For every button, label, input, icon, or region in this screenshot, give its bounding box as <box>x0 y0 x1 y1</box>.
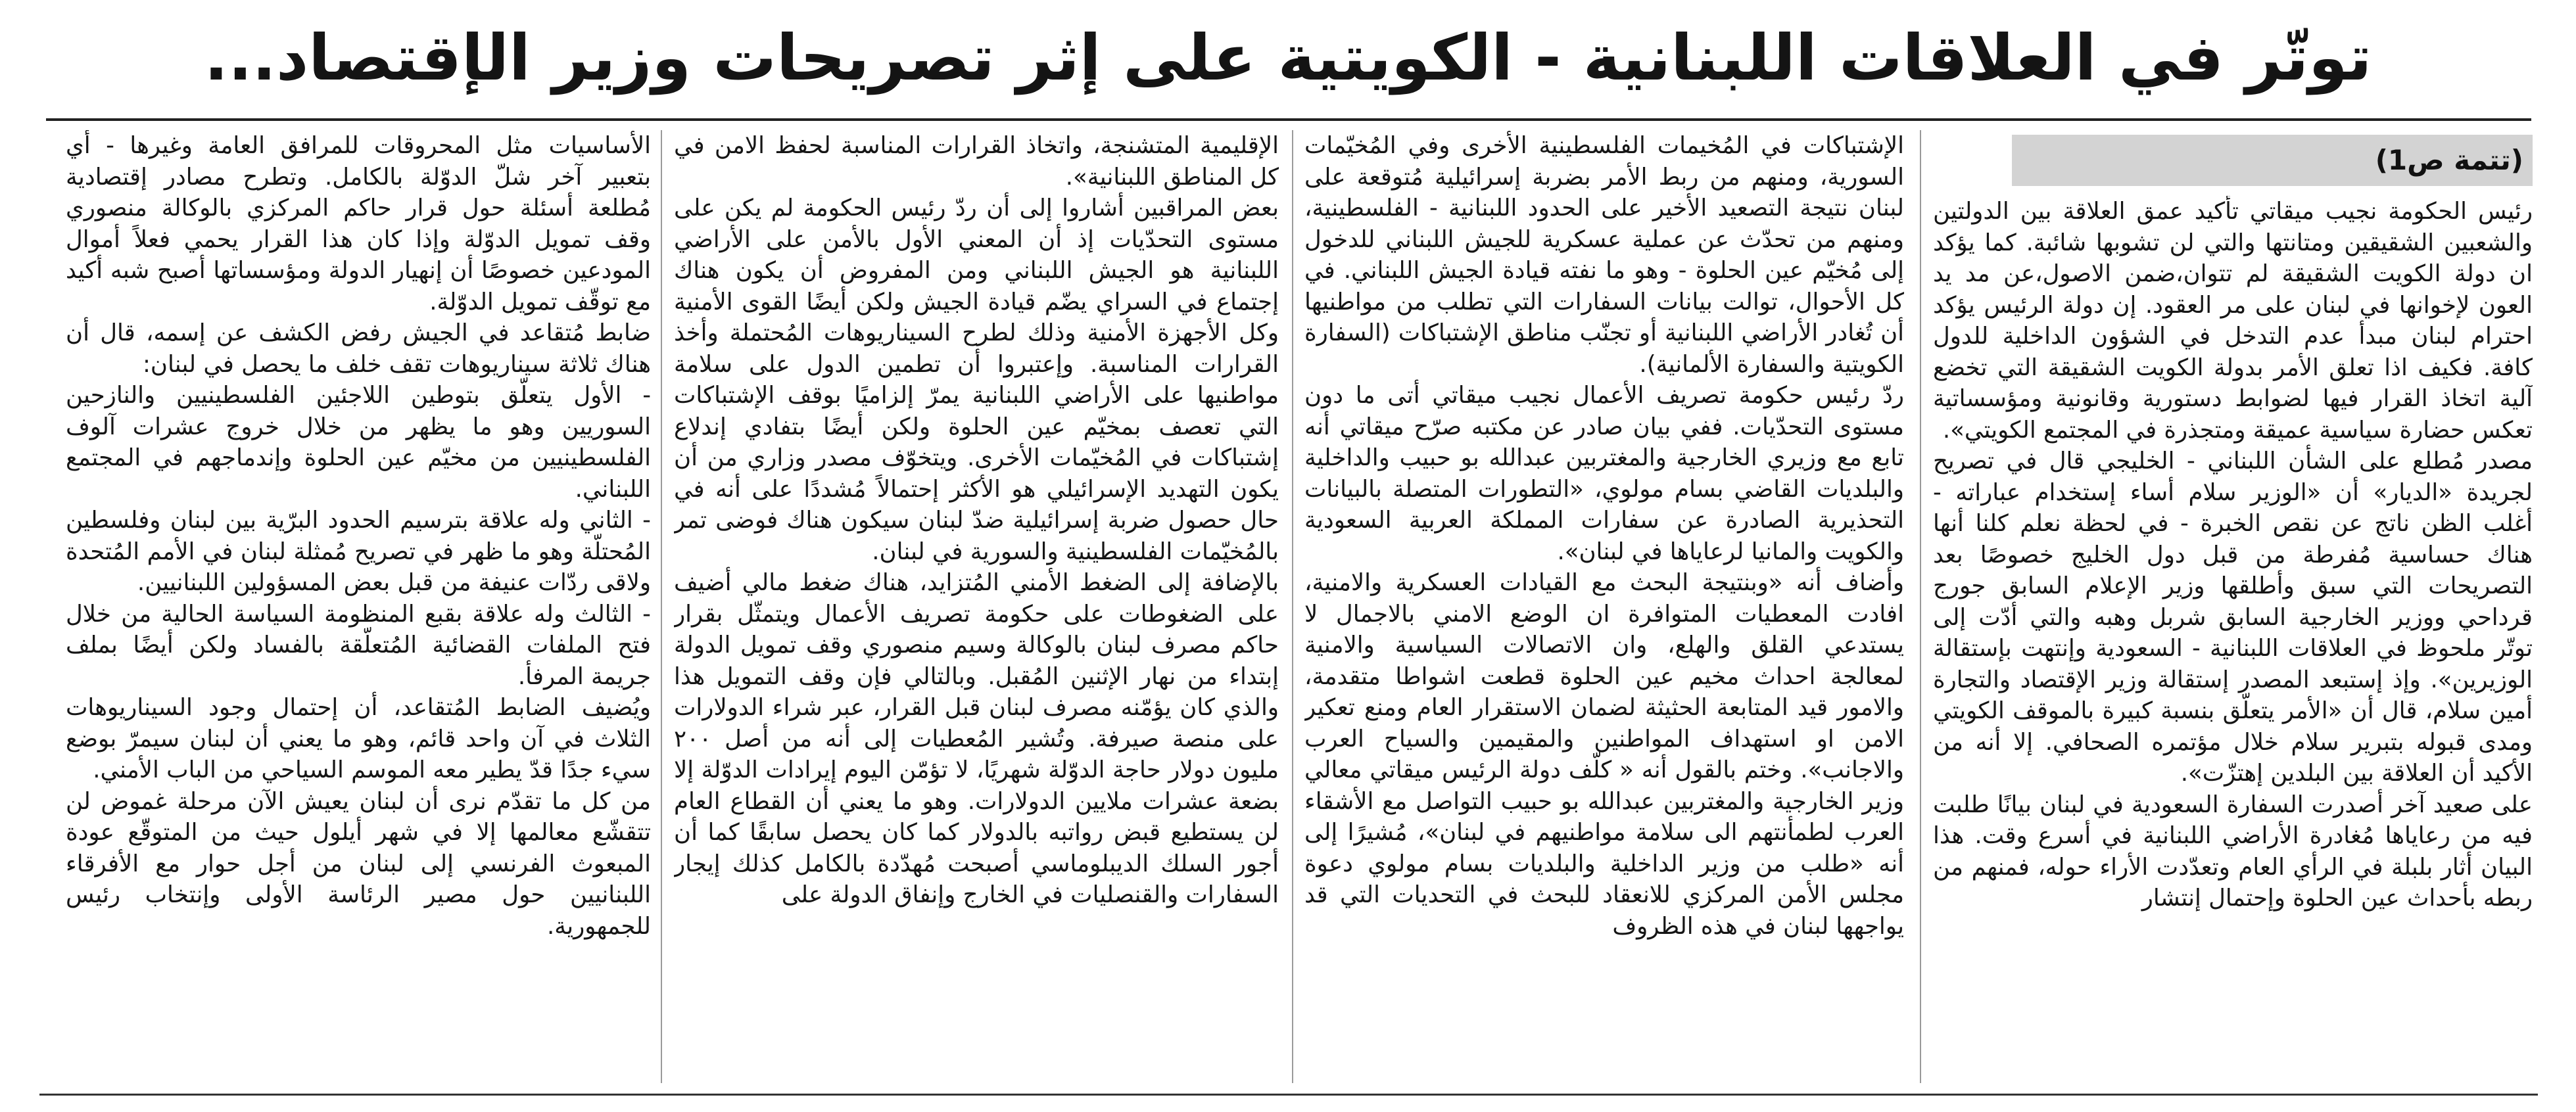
paragraph: ويُضيف الضابط المُتقاعد، أن إحتمال وجود السيناريوهات الثلاث في آن واحد قائم، وهو ما يعني أن لبنان سيمرّ بوضع سيء جدًا قدّ يطير معه الموسم السياحي من الباب الأمني. <box>66 694 651 783</box>
continuation-label: (تتمة ص1) <box>2012 135 2533 186</box>
paragraph: - الثاني وله علاقة بترسيم الحدود البرّية بين لبنان وفلسطين المُحتلّة وهو ما ظهر في تصريح مُمثلة لبنان في الأمم المُتحدة ولاقى ردّات عنيفة من قبل بعض المسؤولين اللبنانيين. <box>66 507 651 596</box>
column-divider <box>1920 130 1921 1083</box>
article-column-1 <box>1933 196 2533 1083</box>
column-divider <box>1292 130 1293 1083</box>
headline: توتّر في العلاقات اللبنانية - الكويتية على إثر تصريحات وزير الإقتصاد... <box>204 21 2372 95</box>
paragraph: الإقليمية المتشنجة، واتخاذ القرارات المناسبة لحفظ الامن في كل المناطق اللبنانية». <box>674 132 1279 191</box>
paragraph: ضابط مُتقاعد في الجيش رفض الكشف عن إسمه، قال أن هناك ثلاثة سيناريوهات تقف خلف ما يحصل في لبنان: <box>66 319 651 378</box>
paragraph: الإشتباكات في المُخيمات الفلسطينية الأخرى وفي المُخيّمات السورية، ومنهم من ربط الأمر بضربة إسرائيلية مُتوقعة على لبنان نتيجة التصعيد الأخير على الحدود اللبنانية - الفلسطينية، ومنهم من تحدّث عن عملية عسكرية للجيش اللبناني للدخول إلى مُخيّم عين الحلوة - وهو ما نفته قيادة الجيش اللبناني. في كل الأحوال، توالت بيانات السفارات التي تطلب من مواطنيها أن تُغادر الأراضي اللبنانية أو تجنّب مناطق الإشتباكات (السفارة الكويتية والسفارة الألمانية). <box>1304 132 1904 378</box>
paragraph: الأساسيات مثل المحروقات للمرافق العامة وغيرها - أي بتعبير آخر شلّ الدوّلة بالكامل. وتطرح مصادر إقتصادية مُطلعة أسئلة حول قرار حاكم المركزي بالوكالة منصوري وقف تمويل الدوّلة وإذا كان هذا القرار يحمي فعلاً أموال المودعين خصوصًا أن إنهيار الدولة ومؤسساتها أصبح شبه أكيد مع توقّف تمويل الدوّلة. <box>66 132 651 315</box>
headline-rule <box>46 118 2531 121</box>
paragraph: على صعيد آخر أصدرت السفارة السعودية في لبنان بيانًا طلبت فيه من رعاياها مُغادرة الأراضي اللبنانية في أسرع وقت. هذا البيان أثار بلبلة في الرأي العام وتعدّدت الأراء حوله، فمنهم من ربطه بأحداث عين الحلوة وإحتمال إنتشار <box>1933 791 2533 912</box>
paragraph: من كل ما تقدّم نرى أن لبنان يعيش الآن مرحلة غموض لن تتقشّع معالمها إلا في شهر أيلول حيث من المتوقّع عودة المبعوث الفرنسي إلى لبنان من أجل حوار مع الأفرقاء اللبنانيين حول مصير الرئاسة الأولى وإنتخاب رئيس للجمهورية. <box>66 787 651 940</box>
paragraph: - الثالث وله علاقة بقبع المنظومة السياسة الحالية من خلال فتح الملفات القضائية المُتعلّقة بالفساد ولكن أيضًا بملف جريمة المرفأ. <box>66 600 651 690</box>
article-column-3 <box>674 130 1279 1083</box>
paragraph: وأضاف أنه «وبنتيجة البحث مع القيادات العسكرية والامنية، افادت المعطيات المتوافرة ان الوضع الامني بالاجمال لا يستدعي القلق والهلع، وان الاتصالات السياسية والامنية لمعالجة احداث مخيم عين الحلوة قطعت اشواطا متقدمة، والامور قيد المتابعة الحثيثة لضمان الاستقرار العام ومنع تعكير الامن او استهداف المواطنين والمقيمين والسياح العرب والاجانب». وختم بالقول أنه « كلّف دولة الرئيس ميقاتي معالي وزير الخارجية والمغتربين عبدالله بو حبيب التواصل مع الأشقاء العرب لطمأنتهم الى سلامة مواطنيهم في لبنان»، مُشيرًا إلى أنه «طلب من وزير الداخلية والبلديات بسام مولوي دعوة مجلس الأمن المركزي للانعقاد للبحث في التحديات التي قد يواجهها لبنان في هذه الظروف <box>1304 569 1904 940</box>
column-divider <box>661 130 662 1083</box>
bottom-rule <box>39 1094 2538 1096</box>
paragraph: بالإضافة إلى الضغط الأمني المُتزايد، هناك ضغط مالي أضيف على الضغوطات على حكومة تصريف الأعمال ويتمثّل بقرار حاكم مصرف لبنان بالوكالة وسيم منصوري وقف تمويل الدولة إبتداء من نهار الإثنين المُقبل. وبالتالي فإن وقف التمويل هذا والذي كان يؤمّنه مصرف لبنان قبل القرار، عبر شراء الدولارات على منصة صيرفة. وتُشير المُعطيات إلى أنه من أصل ٢٠٠ مليون دولار حاجة الدوّلة شهريًا، لا تؤمّن اليوم إيرادات الدوّلة إلا بضعة عشرات ملايين الدولارات. وهو ما يعني أن القطاع العام لن يستطيع قبض رواتبه بالدولار كما كان يحصل سابقًا كما أن أجور السلك الديبلوماسي أصبحت مُهدّدة بالكامل كذلك إيجار السفارات والقنصليات في الخارج وإنفاق الدولة على <box>674 569 1279 908</box>
article-column-2 <box>1304 130 1904 1083</box>
article-column-4 <box>66 130 651 1083</box>
paragraph: بعض المراقبين أشاروا إلى أن ردّ رئيس الحكومة لم يكن على مستوى التحدّيات إذ أن المعني الأول بالأمن على الأراضي اللبنانية هو الجيش اللبناني ومن المفروض أن يكون هناك إجتماع في السراي يضّم قيادة الجيش ولكن أيضًا القوى الأمنية وكل الأجهزة الأمنية وذلك لطرح السيناريوهات المُحتملة وأخذ القرارات المناسبة. وإعتبروا أن تطمين الدول على سلامة مواطنيها على الأراضي اللبنانية يمرّ إلزاميًا بوقف الإشتباكات التي تعصف بمخيّم عين الحلوة ولكن أيضًا بتفادي إندلاع إشتباكات في المُخيّمات الأخرى. ويتخوّف مصدر وزاري من أن يكون التهديد الإسرائيلي هو الأكثر إحتمالاً مُشددًا على أنه في حال حصول ضربة إسرائيلية ضدّ لبنان سيكون هناك فوضى تمر بالمُخيّمات الفلسطينية والسورية في لبنان. <box>674 195 1279 565</box>
paragraph: ردّ رئيس حكومة تصريف الأعمال نجيب ميقاتي أتى ما دون مستوى التحدّيات. ففي بيان صادر عن مكتبه صرّح ميقاتي أنه تابع مع وزيري الخارجية والمغتربين عبدالله بو حبيب والداخلية والبلديات القاضي بسام مولوي، «التطورات المتصلة بالبيانات التحذيرية الصادرة عن سفارات المملكة العربية السعودية والكويت والمانيا لرعاياها في لبنان». <box>1304 382 1904 565</box>
paragraph: - الأول يتعلّق بتوطين اللاجئين الفلسطينيين والنازحين السوريين وهو ما يظهر من خلال خروج عشرات آلوف الفلسطينيين من مخيّم عين الحلوة وإندماجهم في المجتمع اللبناني. <box>66 382 651 503</box>
paragraph: مصدر مُطلع على الشأن اللبناني - الخليجي قال في تصريح لجريدة «الديار» أن «الوزير سلام أساء إستخدام عباراته - أغلب الظن ناتج عن نقص الخبرة - في لحظة نعلم كلنا أنها هناك حساسية مُفرطة من قبل دول الخليج خصوصًا بعد التصريحات التي سبق وأطلقها وزير الإعلام السابق جورج قرداحي ووزير الخارجية السابق شربل وهبه والتي أدّت إلى توتّر ملحوظ في العلاقات اللبنانية - السعودية وإنتهت بإستقالة الوزيرين». وإذ إستبعد المصدر إستقالة وزير الإقتصاد والتجارة أمين سلام، قال أن «الأمر يتعلّق بنسبة كبيرة بالموقف الكويتي ومدى قبوله بتبرير سلام خلال مؤتمره الصحافي. إلا أنه من الأكيد أن العلاقة بين البلدين إهتزّت». <box>1933 448 2533 787</box>
paragraph: رئيس الحكومة نجيب ميقاتي تأكيد عمق العلاقة بين الدولتين والشعبين الشقيقين ومتانتها والتي لن تشوبها شائبة. كما يؤكد ان دولة الكويت الشقيقة لم تتوان،ضمن الاصول،عن مد يد العون لإخوانها في لبنان على مر العقود. إن دولة الرئيس يؤكد احترام لبنان مبدأ عدم التدخل في الشؤون الداخلية للدول كافة. فكيف اذا تعلق الأمر بدولة الكويت الشقيقة التي تخضع آلية اتخاذ القرار فيها لضوابط دستورية وقانونية ومؤسساتية تعكس حضارة سياسية عميقة ومتجذرة في المجتمع الكويتي». <box>1933 198 2533 444</box>
